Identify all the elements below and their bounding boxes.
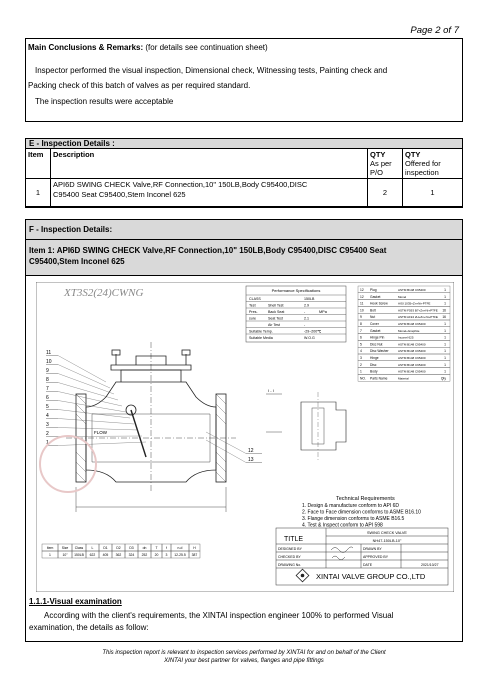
part-name: Plug <box>370 288 377 292</box>
date-value: 2021/10/27 <box>421 563 439 567</box>
part-material: ASTM B148 C95400 <box>398 322 426 326</box>
footer-line2: XINTAI your best partner for valves, flanges and pipe fittings <box>164 658 324 664</box>
part-name: Disc <box>370 362 377 367</box>
part-material: Monel+Graphite <box>398 328 420 333</box>
dim-header: T <box>155 546 158 550</box>
part-material: Material <box>398 376 409 381</box>
part-material: ASTM B148 C95400 <box>398 362 426 367</box>
dim-header: L <box>91 546 94 550</box>
part-no: 6 <box>360 335 362 340</box>
table-row <box>26 179 463 207</box>
tech-requirement: 2. Face to Face dimension conforms to ASME B16.10 <box>302 509 421 516</box>
conclusions-section <box>25 38 463 122</box>
dim-header: f <box>166 546 167 550</box>
callout-label: 13 <box>248 457 254 463</box>
section-f-title: F - Inspection Details: <box>26 220 462 240</box>
part-qty: 1 <box>444 335 446 340</box>
row-item: 1 <box>26 179 51 207</box>
part-qty: 1 <box>444 294 446 299</box>
part-name: Body <box>370 369 378 374</box>
perf-row-value: 150LB <box>304 297 315 301</box>
part-no: 4 <box>360 349 362 354</box>
dim-header: dn <box>142 546 147 550</box>
footer <box>25 649 463 665</box>
part-material: ASTM B148 C95400 <box>398 356 426 360</box>
section-f <box>25 219 463 642</box>
perf-row-label: Test <box>249 303 256 308</box>
dim-header: H <box>193 546 196 550</box>
perf-row-value: 2.1 <box>304 316 309 321</box>
part-no: 10 <box>360 308 364 313</box>
part-name: Gasket <box>370 328 381 333</box>
part-no: 5 <box>360 342 362 347</box>
perf-row-value: 2.9 <box>304 303 309 308</box>
callout-label: 12 <box>248 448 254 454</box>
tech-requirement: 3. Flange dimension conforms to ASME B16.5 <box>302 516 405 522</box>
dim-value: 1 <box>49 553 51 557</box>
valve-name: SWING CHECK VALVE <box>367 531 407 535</box>
row-qty-offered: 1 <box>403 179 463 207</box>
handwritten-note: XT3S2(24)CWNG <box>64 287 144 299</box>
callout-label: 5 <box>46 404 49 410</box>
dim-header: D1 <box>103 546 108 550</box>
part-no: 3 <box>360 356 362 360</box>
dim-value: 252 <box>141 553 148 557</box>
col-qty-po-header: QTY As per P/O <box>368 149 403 179</box>
part-material: ASTM F593 B7+Zn+Ni+PTFE <box>398 308 438 313</box>
inspection-details-section <box>25 138 463 208</box>
part-no: 9 <box>360 315 362 320</box>
visual-exam-line1: According with the client's requirements, the XINTAI inspection engineer 100% to performed Visual <box>44 611 394 620</box>
perf-row-value: -29~200℃ <box>304 329 322 334</box>
date-label: DATE <box>363 563 373 567</box>
conclusions-para1-line2: Packing check of this batch of valves as per required standard. <box>28 81 251 90</box>
dim-header: D3 <box>129 546 134 550</box>
col-item-header: Item <box>26 149 51 179</box>
part-material: Monel <box>398 294 407 299</box>
dim-header: Class <box>74 546 84 550</box>
part-no: 11 <box>360 301 364 306</box>
part-no: 8 <box>360 322 362 326</box>
tech-title: Technical Requirements <box>336 496 395 502</box>
part-no: 12 <box>360 288 364 292</box>
part-name: Gasket <box>370 294 381 299</box>
perf-row-sub: Air Test <box>268 323 280 327</box>
perf-row-label: sure <box>249 316 256 321</box>
perf-row-sub: Shell Test <box>268 303 284 308</box>
approved-by-label: APPROVED BY <box>363 555 389 559</box>
conclusions-para1-line1: Inspector performed the visual inspection, Dimensional check, Witnessing tests, Painting check and <box>35 66 388 75</box>
part-material: AISI 1035+Zn+Ni+PTFE <box>398 301 431 306</box>
part-no: NO. <box>360 376 366 381</box>
checked-by-label: CHECKED BY <box>278 555 301 559</box>
callout-label: 1 <box>46 440 49 446</box>
part-name: Hinge Pin <box>370 335 385 340</box>
part-qty: 1 <box>444 288 446 292</box>
tech-requirement: 1. Design & manufacture conform to API 6D <box>302 503 399 509</box>
dim-header: n-d <box>177 546 183 550</box>
dim-value: 405 <box>102 553 109 557</box>
part-name: Hook Screw <box>370 301 388 306</box>
drawing-no-label: DRAWING No. <box>278 563 302 567</box>
perf-unit: MPa <box>319 310 327 314</box>
dim-value: 10" <box>62 553 68 557</box>
part-material: ASTM B148 C95400 <box>398 288 426 292</box>
perf-title: Performance Specifications <box>271 288 321 293</box>
callout-label: 8 <box>46 377 49 383</box>
perf-row-value: - <box>304 323 306 327</box>
dim-value: 324 <box>128 553 135 557</box>
dim-value: 622 <box>89 553 96 557</box>
part-name: Cover <box>370 322 379 326</box>
row-qty-po: 2 <box>368 179 403 207</box>
part-material: Inconel 625 <box>398 335 414 340</box>
inspection-table <box>25 148 463 207</box>
company-name: XINTAI VALVE GROUP CO.,LTD <box>316 572 426 581</box>
detail-label: I - I <box>268 388 274 393</box>
perf-row-label: CLASS <box>249 297 261 301</box>
part-name: Bolt <box>370 308 376 313</box>
part-name: Hinge <box>370 356 379 360</box>
part-qty: 1 <box>444 322 446 326</box>
dim-header: Item <box>46 546 54 550</box>
callout-label: 9 <box>46 368 49 374</box>
part-qty: 16 <box>442 315 446 320</box>
dim-header: Size <box>61 546 69 550</box>
part-material: ASTM B148 C95400 <box>398 369 426 374</box>
dim-value: 387 <box>191 553 198 557</box>
inspection-details-title: E - Inspection Details : <box>26 139 462 149</box>
col-description-header: Description <box>51 149 368 179</box>
part-material: ASTM B148 C95400 <box>398 342 426 347</box>
part-material: ASTM A194 2H+Zn+Ni+PTFE <box>398 315 438 320</box>
part-no: 2 <box>360 362 362 367</box>
dim-value: 3 <box>165 553 168 557</box>
page-number: Page 2 of 7 <box>410 25 459 36</box>
valve-code: NH47-150LB-10" <box>372 539 402 543</box>
dim-value: 362 <box>115 553 122 557</box>
valve-drawing <box>36 282 454 592</box>
conclusions-title: Main Conclusions & Remarks: <box>28 43 144 52</box>
part-no: 12 <box>360 294 364 299</box>
title-label: TITLE <box>284 536 304 543</box>
part-qty: 1 <box>444 369 446 374</box>
dim-value: 12-25.5 <box>174 553 186 557</box>
callout-label: 2 <box>46 431 49 437</box>
part-name: Nut <box>370 315 376 320</box>
row-description: API6D SWING CHECK Valve,RF Connection,10" 150LB,Body C95400,DISC C95400 Seat C95400,Stem Inconel 625 <box>51 179 368 207</box>
visual-exam-line2: examination, the details as follow: <box>29 623 149 632</box>
perf-row-sub: Back Seat <box>268 310 285 314</box>
tech-requirement: 4. Test & Inspect conform to API 598 <box>302 522 383 529</box>
perf-row-label: Pres- <box>249 310 258 314</box>
perf-row-value: - <box>304 310 306 314</box>
conclusions-note: (for details see continuation sheet) <box>145 43 268 52</box>
perf-row-value: W.O.G <box>304 336 315 340</box>
part-name: Parts Name <box>370 376 388 381</box>
part-qty: 16 <box>442 308 446 313</box>
part-qty: 1 <box>444 356 446 360</box>
part-qty: 1 <box>444 301 446 306</box>
part-name: Disc Nut <box>370 342 383 347</box>
perf-row-sub: Seat Test <box>268 316 283 321</box>
visual-exam-title: 1.1.1-Visual examination <box>29 597 122 606</box>
perf-row-label: Suitable Temp. <box>249 329 273 334</box>
flow-label: FLOW <box>94 430 107 435</box>
section-f-item: Item 1: API6D SWING CHECK Valve,RF Connection,10" 150LB,Body C95400,DISC C95400 Seat C95400,Stem Inconel 625 <box>26 240 462 276</box>
callout-label: 6 <box>46 395 49 401</box>
part-qty: 1 <box>444 349 446 354</box>
part-no: 1 <box>360 369 362 374</box>
callout-label: 11 <box>46 350 52 356</box>
drawn-by-label: DRAWN BY <box>363 547 382 551</box>
callout-label: 7 <box>46 386 49 392</box>
part-name: Disc Washer <box>370 349 389 354</box>
part-qty: 1 <box>444 328 446 333</box>
callout-label: 4 <box>46 413 49 419</box>
perf-row-label: Suitable Media <box>249 336 273 340</box>
dim-value: 150LB <box>74 553 84 557</box>
footer-line1: This inspection report is relevant to inspection services performed by XINTAI for and on behalf of the Client <box>102 650 386 656</box>
designed-by-label: DESIGNED BY <box>278 547 302 551</box>
part-qty: 1 <box>444 342 446 347</box>
part-no: 7 <box>360 328 362 333</box>
callout-label: 10 <box>46 359 52 365</box>
col-qty-offered-header: QTY Offered for inspection <box>403 149 463 179</box>
dim-value: 20 <box>154 553 159 557</box>
dim-header: D2 <box>116 546 121 550</box>
part-material: ASTM B148 C95400 <box>398 349 426 354</box>
callout-label: 3 <box>46 422 49 428</box>
part-qty: Qty <box>440 376 446 381</box>
conclusions-para2: The inspection results were acceptable <box>35 97 174 106</box>
part-qty: 1 <box>444 362 446 367</box>
